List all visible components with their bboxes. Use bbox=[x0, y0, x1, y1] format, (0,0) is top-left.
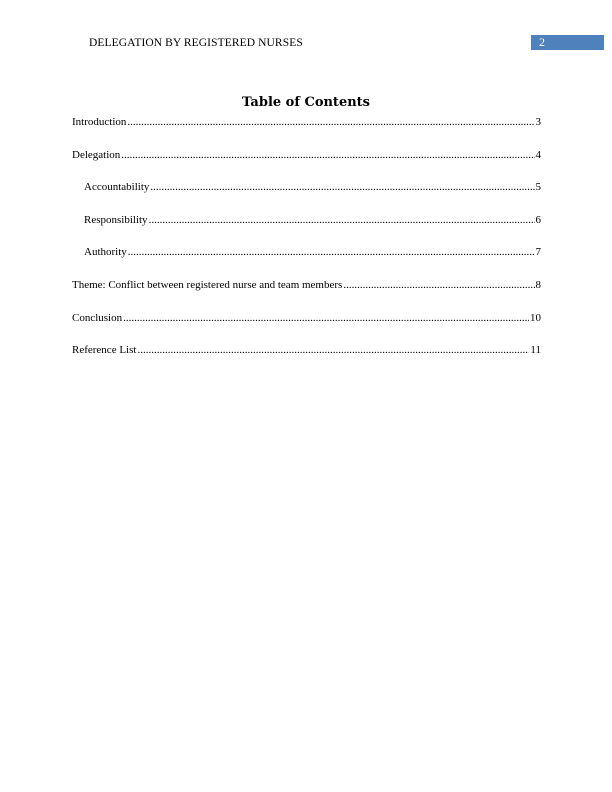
toc-entry-delegation[interactable] bbox=[72, 147, 541, 180]
toc-entry-authority[interactable] bbox=[72, 244, 541, 277]
toc-entry-conclusion[interactable] bbox=[72, 310, 541, 343]
toc-entry-page: 10 bbox=[530, 311, 541, 324]
toc-entry-page: 5 bbox=[535, 181, 541, 194]
toc-dot-leader bbox=[343, 277, 534, 293]
page-number-badge bbox=[531, 35, 604, 50]
toc-entry-reference-list[interactable] bbox=[72, 342, 541, 375]
toc-entry-label: Conclusion bbox=[72, 311, 123, 324]
toc-dot-leader bbox=[128, 244, 535, 260]
toc-entry-theme-conflict[interactable] bbox=[72, 277, 541, 310]
table-of-contents bbox=[72, 114, 541, 375]
toc-entry-label: Theme: Conflict between registered nurse and team members bbox=[72, 278, 343, 291]
toc-entry-label: Authority bbox=[84, 246, 127, 259]
toc-entry-page: 6 bbox=[535, 213, 541, 226]
page-header bbox=[0, 0, 612, 60]
toc-entry-page: 11 bbox=[530, 344, 541, 357]
toc-entry-accountability[interactable] bbox=[72, 179, 541, 212]
toc-dot-leader bbox=[127, 114, 534, 130]
page-number: 2 bbox=[539, 35, 545, 49]
toc-entry-label: Delegation bbox=[72, 148, 121, 161]
running-header-title: DELEGATION BY REGISTERED NURSES bbox=[89, 37, 303, 49]
toc-entry-page: 8 bbox=[535, 278, 541, 291]
toc-entry-label: Accountability bbox=[84, 181, 150, 194]
toc-entry-label: Introduction bbox=[72, 116, 127, 128]
toc-entry-responsibility[interactable] bbox=[72, 212, 541, 245]
toc-entry-introduction[interactable] bbox=[72, 114, 541, 147]
toc-dot-leader bbox=[121, 147, 534, 163]
toc-dot-leader bbox=[150, 179, 534, 195]
toc-dot-leader bbox=[123, 310, 529, 326]
toc-entry-page: 3 bbox=[535, 116, 541, 128]
toc-dot-leader bbox=[149, 212, 535, 228]
toc-heading: Table of Contents bbox=[242, 95, 370, 110]
toc-entry-label: Reference List bbox=[72, 344, 137, 357]
toc-entry-page: 7 bbox=[535, 246, 541, 259]
toc-entry-page: 4 bbox=[535, 148, 541, 161]
toc-dot-leader bbox=[137, 342, 529, 358]
toc-entry-label: Responsibility bbox=[84, 213, 148, 226]
